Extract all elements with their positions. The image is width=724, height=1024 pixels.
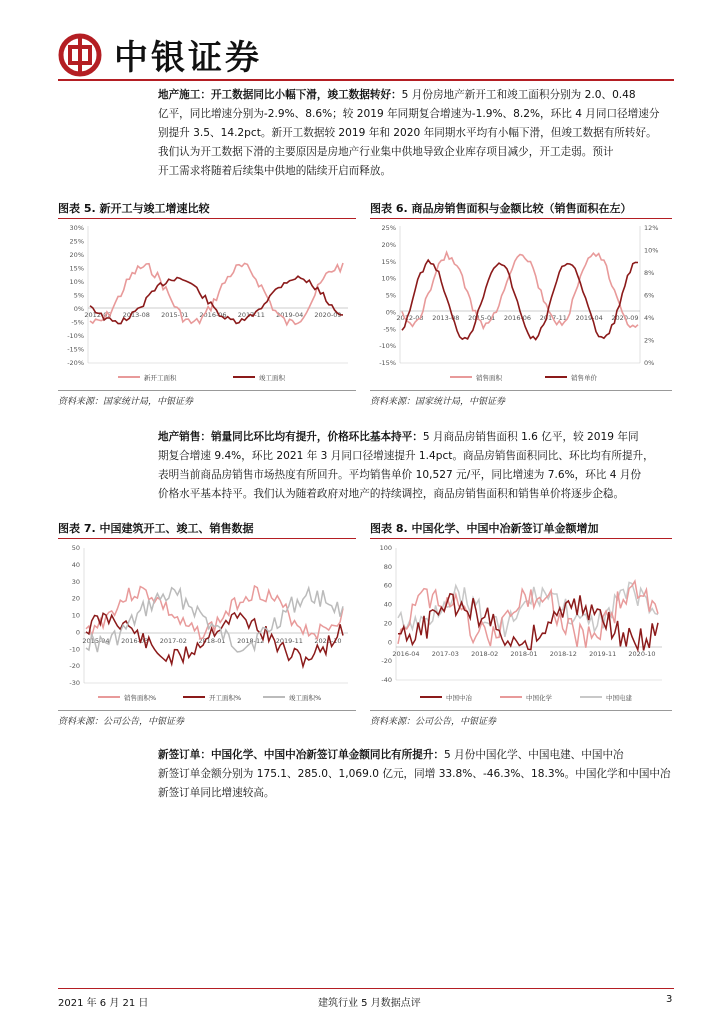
fig8-svg <box>370 540 672 708</box>
axis-tick-label: 2% <box>644 336 655 345</box>
chart-fig8 <box>370 540 672 708</box>
legend-label: 销售单价 <box>571 374 597 382</box>
axis-tick-label: 100 <box>379 544 392 552</box>
legend-label: 销售面积% <box>124 694 157 702</box>
axis-tick-label: -5% <box>383 325 396 334</box>
legend-label: 开工面积% <box>209 694 242 702</box>
axis-tick-label: 2019-04 <box>575 314 603 322</box>
company-name: 中银证券 <box>114 38 262 78</box>
axis-tick-label: -15% <box>379 359 396 367</box>
fig7-svg <box>58 540 356 708</box>
axis-tick-label: 10% <box>644 246 659 255</box>
axis-tick-label: 5% <box>73 291 84 300</box>
section-lead: 地产施工：开工数据同比小幅下滑，竣工数据转好： <box>158 89 402 101</box>
axis-tick-label: 2019-04 <box>276 311 304 319</box>
legend-label: 竣工面积 <box>259 374 285 382</box>
axis-tick-label: 2015-04 <box>82 637 110 645</box>
axis-tick-label: 0 <box>75 628 80 637</box>
axis-tick-label: 0% <box>73 305 84 313</box>
legend-label: 销售面积 <box>476 374 502 382</box>
axis-tick-label: 2016-03 <box>121 637 149 645</box>
legend-label: 中国电建 <box>606 694 632 702</box>
axis-tick-label: 15% <box>69 264 84 273</box>
axis-tick-label: -20% <box>67 359 84 367</box>
figure-title: 图表 5. 新开工与竣工增速比较 <box>58 202 210 215</box>
figure-source: 资料来源：国家统计局，中银证券 <box>58 397 194 407</box>
axis-tick-label: 2013-08 <box>122 311 150 319</box>
axis-tick-label: 2012-03 <box>84 311 112 319</box>
axis-tick-label: 2019-11 <box>275 637 303 645</box>
axis-tick-label: 2018-12 <box>237 637 265 645</box>
section-lead: 地产销售：销量同比环比均有提升，价格环比基本持平： <box>158 431 423 443</box>
axis-tick-label: 2015-01 <box>468 314 496 322</box>
axis-tick-label: 2020-10 <box>628 650 656 658</box>
company-logo <box>58 30 262 79</box>
axis-tick-label: -20 <box>381 657 392 666</box>
axis-tick-label: 2016-06 <box>199 311 227 319</box>
chart-fig7 <box>58 540 356 708</box>
axis-tick-label: 0 <box>387 638 392 647</box>
axis-tick-label: 20 <box>71 594 80 603</box>
axis-tick-label: 25% <box>381 224 396 232</box>
legend-label: 中国中冶 <box>446 694 472 702</box>
figure-source: 资料来源：国家统计局，中银证券 <box>370 397 506 407</box>
axis-tick-label: 30 <box>71 577 80 586</box>
section-sales: 地产销售：销量同比环比均有提升，价格环比基本持平：5 月商品房销售面积 1.6 亿平，较 2019 年同 期复合增速 9.4%，环比 2021 年 3 月同口径增速提升 1.4pct。商品房销售面积同比、环比均有所提升， 表明当前商品房销售市场热度有所回升。平均销售单价 10,527 元/平，同比增速为 7.6%，环比 4 月份 价格水平基本持平。我们认为随着政府对地产的持续调控，商品房销售面积和销售单价将逐步企稳。 <box>158 431 654 500</box>
axis-tick-label: -40 <box>381 676 392 684</box>
axis-tick-label: 12% <box>644 224 659 232</box>
axis-tick-label: -20 <box>69 662 80 671</box>
axis-tick-label: 2017-11 <box>539 314 567 322</box>
figure-title: 图表 7. 中国建筑开工、竣工、销售数据 <box>58 522 254 535</box>
legend-label: 新开工面积 <box>144 374 177 382</box>
axis-tick-label: -5% <box>71 318 84 327</box>
axis-tick-label: 50 <box>71 544 80 552</box>
axis-tick-label: 20% <box>69 251 84 259</box>
axis-tick-label: 15% <box>381 257 396 266</box>
figure-top-rule <box>58 218 356 219</box>
axis-tick-label: 4% <box>644 314 655 322</box>
legend-label: 中国化学 <box>526 694 552 702</box>
axis-tick-label: 2012-03 <box>396 314 424 322</box>
figure-top-rule <box>370 538 672 539</box>
axis-tick-label: 2016-06 <box>503 314 532 322</box>
figure-source: 资料来源：公司公告，中银证券 <box>58 717 185 727</box>
fig5-svg <box>58 220 356 388</box>
axis-tick-label: 2018-01 <box>198 637 226 645</box>
axis-tick-label: 2020-09 <box>314 311 342 319</box>
page-number: 3 <box>666 994 673 1005</box>
axis-tick-label: -10 <box>69 645 80 654</box>
axis-tick-label: 60 <box>383 581 392 590</box>
axis-tick-label: 2017-02 <box>159 637 187 645</box>
axis-tick-label: 0% <box>385 308 396 317</box>
figure-source: 资料来源：公司公告，中银证券 <box>370 717 497 727</box>
axis-tick-label: 40 <box>71 560 80 569</box>
axis-tick-label: -10% <box>67 332 84 340</box>
axis-tick-label: 10% <box>381 274 396 283</box>
chart-fig6 <box>370 220 672 388</box>
axis-tick-label: 2018-01 <box>510 650 538 658</box>
section-construction: 地产施工：开工数据同比小幅下滑，竣工数据转好：5 月份房地产新开工和竣工面积分别为 2.0、0.48 亿平，同比增速分别为-2.9%、8.6%；较 2019 年同期复合增速为-1.9%、8.2%，环比 4 月同口径增速分 别提升 3.5、14.2pct。新开工数据较 2019 年和 2020 年同期水平均有小幅下滑，但竣工数据有所转好。 我们认为开工数据下滑的主要原因是房地产行业集中供地导致企业库存项目减少，开工走弱。预计 开工需求将随着后续集中供地的陆续开启而释放。 <box>158 89 660 177</box>
axis-tick-label: 0% <box>644 359 655 367</box>
axis-tick-label: -10% <box>379 342 396 351</box>
bank-of-china-logo-icon <box>58 33 102 77</box>
axis-tick-label: 2015-01 <box>161 311 189 319</box>
axis-tick-label: 2020-09 <box>611 314 639 322</box>
axis-tick-label: 5% <box>385 291 396 300</box>
figure-bottom-rule <box>370 710 672 711</box>
axis-tick-label: 10% <box>69 278 84 286</box>
header-divider <box>58 79 674 81</box>
figure-title: 图表 8. 中国化学、中国中冶新签订单金额增加 <box>370 522 599 535</box>
axis-tick-label: 30% <box>69 224 84 232</box>
axis-tick-label: 10 <box>71 611 80 620</box>
fig6-svg <box>370 220 672 388</box>
axis-tick-label: 8% <box>644 269 655 277</box>
section-lead: 新签订单：中国化学、中国中冶新签订单金额同比有所提升： <box>158 749 445 761</box>
axis-tick-label: -30 <box>69 679 80 687</box>
axis-tick-label: 40 <box>383 600 392 609</box>
figure-bottom-rule <box>370 390 672 391</box>
figure-title: 图表 6. 商品房销售面积与金额比较（销售面积在左） <box>370 202 632 215</box>
axis-tick-label: 2018-12 <box>549 650 577 658</box>
legend-label: 竣工面积% <box>289 694 322 702</box>
axis-tick-label: 20 <box>383 619 392 628</box>
figure-top-rule <box>370 218 672 219</box>
axis-tick-label: 2020-10 <box>314 637 342 645</box>
axis-tick-label: 25% <box>69 237 84 246</box>
figure-bottom-rule <box>58 710 356 711</box>
axis-tick-label: 2018-02 <box>471 650 499 658</box>
figure-top-rule <box>58 538 356 539</box>
axis-tick-label: 2017-11 <box>237 311 265 319</box>
section-orders: 新签订单：中国化学、中国中冶新签订单金额同比有所提升：5 月份中国化学、中国电建、中国中冶 新签订单金额分别为 175.1、285.0、1,069.0 亿元，同增 33.8%、-46.3%、18.3%。中国化学和中国中冶 新签订单同比增速较高。 <box>158 749 671 799</box>
figure-bottom-rule <box>58 390 356 391</box>
axis-tick-label: 80 <box>383 562 392 571</box>
chart-fig5 <box>58 220 356 388</box>
axis-tick-label: 2017-03 <box>431 650 459 658</box>
axis-tick-label: 20% <box>381 240 396 249</box>
axis-tick-label: 2016-04 <box>392 650 420 658</box>
axis-tick-label: -15% <box>67 345 84 354</box>
footer-divider <box>58 988 674 989</box>
axis-tick-label: 2019-11 <box>589 650 617 658</box>
footer-date: 2021 年 6 月 21 日 <box>58 998 149 1009</box>
axis-tick-label: 2013-08 <box>432 314 460 322</box>
footer-doc-title: 建筑行业 5 月数据点评 <box>318 998 421 1009</box>
axis-tick-label: 6% <box>644 291 655 300</box>
